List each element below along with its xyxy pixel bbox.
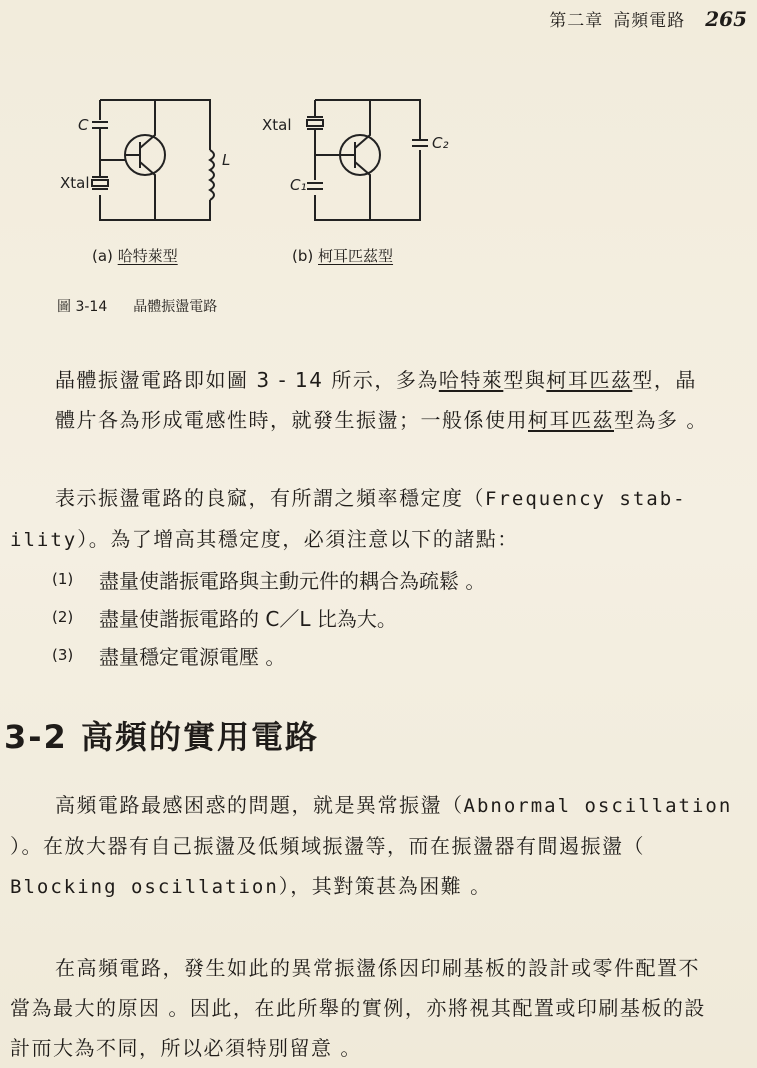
paragraph-line: 體片各為形成電感性時，就發生振盪；一般係使用柯耳匹茲型為多 。 bbox=[55, 408, 708, 432]
hartley-circuit-diagram bbox=[92, 100, 214, 220]
list-item: (3) 盡量穩定電源電壓 。 bbox=[52, 644, 286, 669]
figure-b-label: (b) bbox=[292, 247, 314, 265]
paragraph-crystal-oscillator bbox=[55, 360, 747, 440]
page-number: 265 bbox=[705, 7, 747, 31]
figure-a-caption bbox=[92, 245, 178, 266]
svg-text:Xtal: Xtal bbox=[262, 116, 292, 134]
figure-caption bbox=[57, 296, 217, 316]
colpitts-circuit-diagram bbox=[307, 100, 428, 220]
svg-text:C₁: C₁ bbox=[290, 176, 307, 194]
figure-b-name: 柯耳匹茲型 bbox=[318, 247, 394, 265]
figure-a-label: (a) bbox=[92, 247, 113, 265]
svg-text:C: C bbox=[78, 116, 89, 134]
paragraph-abnormal-oscillation bbox=[10, 785, 747, 907]
paragraph-line: 計而大為不同，所以必須特別留意 。 bbox=[10, 1036, 362, 1060]
paragraph-line: 表示振盪電路的良窳，有所謂之頻率穩定度（Frequency stab- bbox=[55, 486, 687, 510]
svg-text:C₂: C₂ bbox=[432, 134, 449, 152]
paragraph-line: ）。在放大器有自己振盪及低頻域振盪等，而在振盪器有間遏振盪（ bbox=[10, 834, 645, 858]
paragraph-line: 高頻電路最感困惑的問題，就是異常振盪（Abnormal oscillation bbox=[55, 793, 733, 817]
section-heading: 3-2 高頻的實用電路 bbox=[4, 718, 319, 756]
stability-list bbox=[52, 560, 485, 674]
svg-text:L: L bbox=[222, 151, 231, 169]
list-item: (1) 盡量使諧振電路與主動元件的耦合為疏鬆 。 bbox=[52, 568, 486, 593]
figure-a-name: 哈特萊型 bbox=[117, 247, 178, 265]
figure-b-caption bbox=[292, 245, 393, 266]
figure-title: 晶體振盪電路 bbox=[133, 299, 218, 315]
paragraph-line: ility）。為了增高其穩定度，必須注意以下的諸點： bbox=[10, 527, 519, 551]
list-item: (2) 盡量使諧振電路的 C／L 比為大。 bbox=[52, 606, 397, 631]
chapter-title: 高頻電路 bbox=[613, 11, 686, 31]
paragraph-line: Blocking oscillation），其對策甚為困難 。 bbox=[10, 874, 492, 898]
paragraph-pcb-layout bbox=[10, 948, 747, 1068]
chapter-label: 第二章 bbox=[549, 11, 604, 31]
paragraph-line: 晶體振盪電路即如圖 3 - 14 所示，多為哈特萊型與柯耳匹茲型，晶 bbox=[55, 368, 697, 392]
paragraph-line: 當為最大的原因 。因此，在此所舉的實例，亦將視其配置或印刷基板的設 bbox=[10, 996, 706, 1020]
running-header bbox=[549, 6, 747, 31]
figure-number: 圖 3-14 bbox=[57, 299, 108, 315]
svg-text:Xtal: Xtal bbox=[60, 174, 90, 192]
paragraph-line: 在高頻電路，發生如此的異常振盪係因印刷基板的設計或零件配置不 bbox=[55, 956, 700, 980]
paragraph-frequency-stability bbox=[10, 478, 747, 560]
